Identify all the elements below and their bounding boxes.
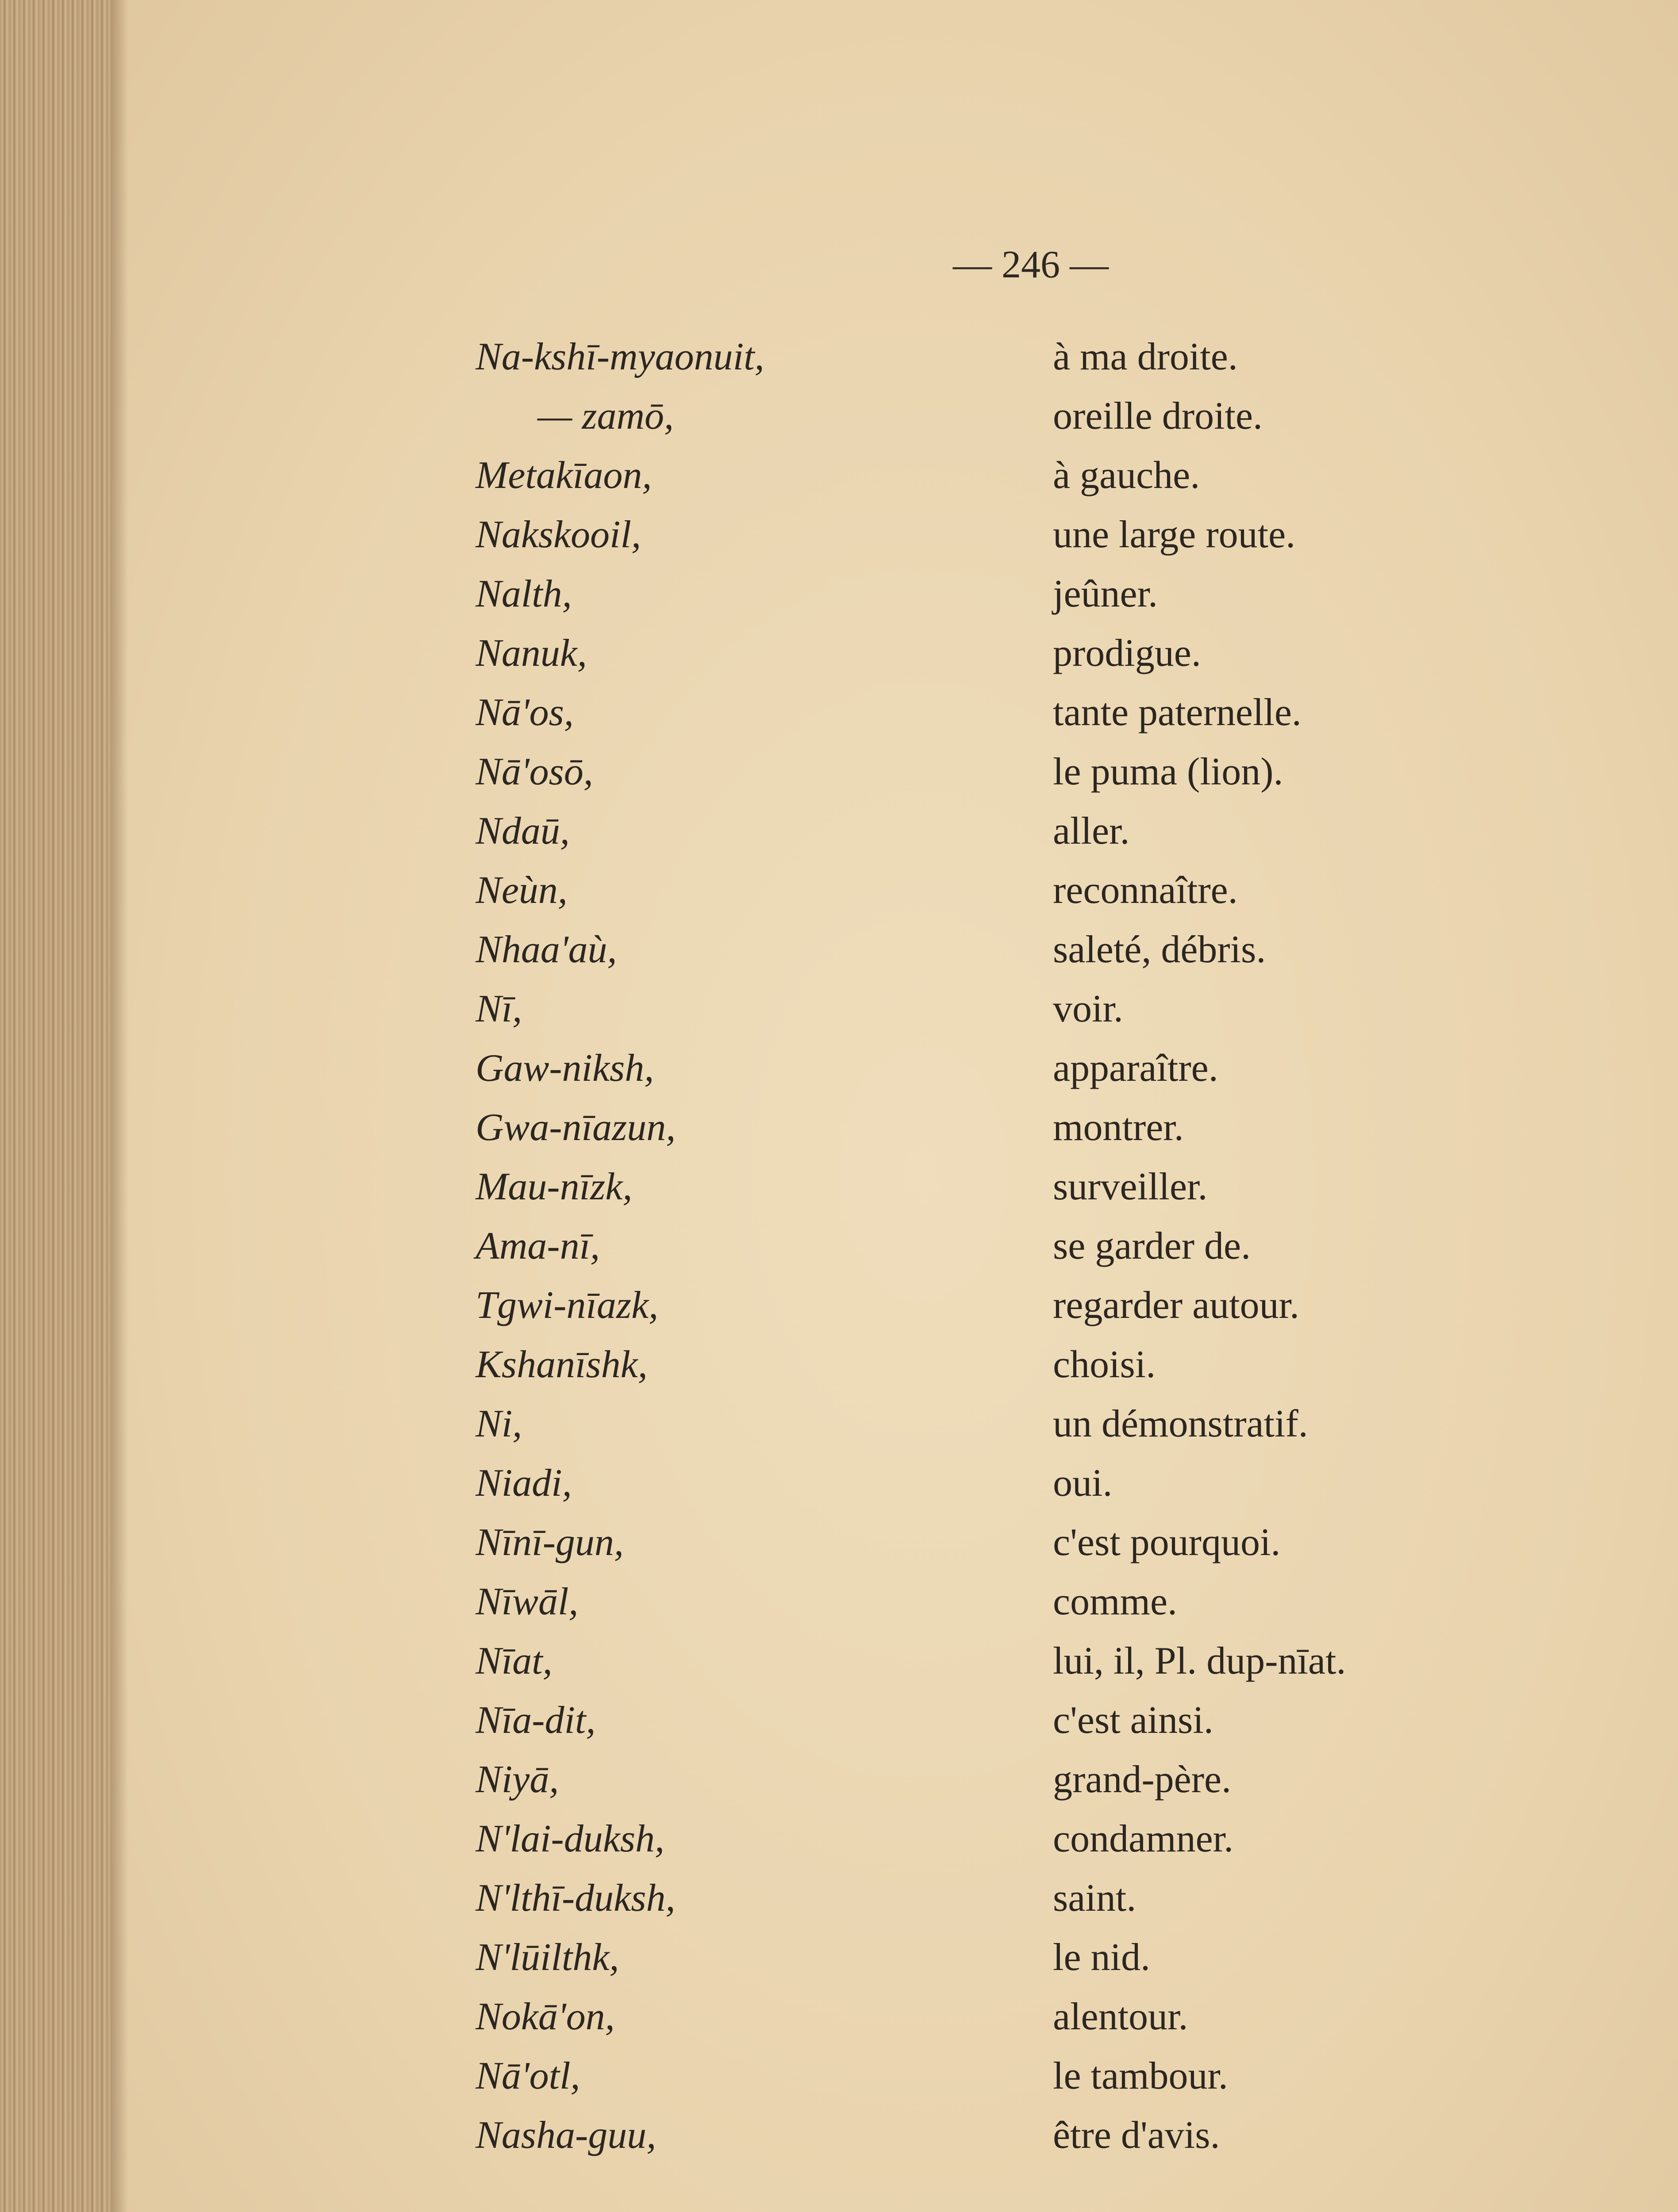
entry-term: Neùn,	[476, 869, 568, 912]
dictionary-entry	[476, 1046, 1449, 1105]
dictionary-entry	[476, 1520, 1449, 1579]
entry-term: Nhaa'aù,	[476, 928, 617, 971]
dictionary-entry	[476, 1224, 1449, 1283]
entry-gloss: condamner.	[1053, 1817, 1234, 1860]
entry-gloss: aller.	[1053, 810, 1130, 853]
entry-gloss: prodigue.	[1053, 632, 1201, 675]
dictionary-entry	[476, 749, 1449, 809]
entry-gloss: surveiller.	[1053, 1165, 1208, 1208]
dictionary-entry	[476, 1698, 1449, 1757]
entry-gloss: oreille droite.	[1053, 395, 1263, 438]
entry-gloss: apparaître.	[1053, 1047, 1218, 1090]
page-number: — 246 —	[953, 243, 1109, 286]
entry-gloss: un démonstratif.	[1053, 1402, 1308, 1445]
dictionary-entry	[476, 1461, 1449, 1520]
dictionary-entry	[476, 334, 1449, 394]
entry-term: Nakskooil,	[476, 513, 641, 556]
entry-gloss: voir.	[1053, 987, 1123, 1030]
dictionary-entry	[476, 394, 1449, 453]
entry-term: Nā'osō,	[476, 750, 593, 793]
page-edge	[0, 0, 111, 2212]
entry-term: N'lai-duksh,	[476, 1817, 665, 1860]
dictionary-entry	[476, 809, 1449, 868]
dictionary-entry	[476, 1639, 1449, 1698]
entry-term: Tgwi-nīazk,	[476, 1284, 659, 1327]
dictionary-entry	[476, 1994, 1449, 2054]
gutter-shadow	[111, 0, 128, 2212]
entry-term: Nanuk,	[476, 632, 587, 675]
dictionary-entry	[476, 1816, 1449, 1876]
dictionary-entry	[476, 2113, 1449, 2172]
entry-gloss: saint.	[1053, 1877, 1137, 1920]
entry-term: Ndaū,	[476, 810, 570, 853]
dictionary-entry	[476, 1935, 1449, 1994]
entry-term: Nasha-guu,	[476, 2114, 657, 2157]
dictionary-entry	[476, 1876, 1449, 1935]
entry-gloss: oui.	[1053, 1462, 1113, 1505]
entry-gloss: montrer.	[1053, 1106, 1184, 1149]
entry-gloss: alentour.	[1053, 1995, 1188, 2038]
entry-term: Niyā,	[476, 1758, 559, 1801]
entry-gloss: à gauche.	[1053, 454, 1200, 497]
entry-term: Nīat,	[476, 1640, 553, 1682]
dictionary-entry	[476, 1164, 1449, 1224]
entry-gloss: tante paternelle.	[1053, 691, 1302, 734]
dictionary-entry	[476, 1402, 1449, 1461]
entry-term: Gwa-nīazun,	[476, 1106, 676, 1149]
entry-term: Na-kshī-myaonuit,	[476, 335, 764, 378]
entry-term: N'lthī-duksh,	[476, 1877, 676, 1920]
entry-term: Nīwāl,	[476, 1580, 579, 1623]
dictionary-entry	[476, 927, 1449, 987]
dictionary-entry	[476, 1757, 1449, 1816]
entry-term: Niadi,	[476, 1462, 572, 1505]
dictionary-entry	[476, 631, 1449, 690]
dictionary-entries	[476, 334, 1449, 2172]
entry-gloss: saleté, débris.	[1053, 928, 1266, 971]
entry-term: Nī,	[476, 987, 522, 1030]
entry-term: Nā'os,	[476, 691, 574, 734]
entry-term: Nalth,	[476, 572, 572, 615]
entry-term: Nīa-dit,	[476, 1699, 596, 1742]
dictionary-entry	[476, 1105, 1449, 1164]
entry-gloss: une large route.	[1053, 513, 1296, 556]
entry-gloss: reconnaître.	[1053, 869, 1238, 912]
entry-gloss: à ma droite.	[1053, 335, 1238, 378]
dictionary-entry	[476, 1283, 1449, 1342]
dictionary-entry	[476, 1342, 1449, 1402]
dictionary-entry	[476, 987, 1449, 1046]
entry-term: Metakīaon,	[476, 454, 652, 497]
dictionary-entry	[476, 1579, 1449, 1639]
dictionary-entry	[476, 453, 1449, 512]
entry-gloss: le puma (lion).	[1053, 750, 1283, 793]
entry-gloss: grand-père.	[1053, 1758, 1232, 1801]
dictionary-entry	[476, 572, 1449, 631]
entry-term: N'lūilthk,	[476, 1936, 619, 1979]
entry-gloss: le tambour.	[1053, 2055, 1228, 2097]
dictionary-entry	[476, 512, 1449, 572]
entry-term: Kshanīshk,	[476, 1343, 648, 1386]
entry-term: Nīnī-gun,	[476, 1521, 624, 1564]
entry-gloss: c'est pourquoi.	[1053, 1521, 1281, 1564]
entry-gloss: choisi.	[1053, 1343, 1156, 1386]
dictionary-entry	[476, 690, 1449, 749]
entry-gloss: comme.	[1053, 1580, 1178, 1623]
entry-term: Nā'otl,	[476, 2055, 580, 2097]
dictionary-entry	[476, 2054, 1449, 2113]
entry-gloss: être d'avis.	[1053, 2114, 1220, 2157]
entry-term: Mau-nīzk,	[476, 1165, 633, 1208]
entry-gloss: jeûner.	[1053, 572, 1158, 615]
entry-gloss: lui, il, Pl. dup-nīat.	[1053, 1640, 1346, 1682]
dictionary-entry	[476, 868, 1449, 927]
entry-gloss: se garder de.	[1053, 1225, 1251, 1267]
entry-gloss: c'est ainsi.	[1053, 1699, 1213, 1742]
entry-gloss: regarder autour.	[1053, 1284, 1300, 1327]
entry-term: Ama-nī,	[476, 1225, 600, 1267]
entry-gloss: le nid.	[1053, 1936, 1150, 1979]
entry-term: Gaw-niksh,	[476, 1047, 654, 1090]
entry-term: — zamō,	[538, 395, 674, 438]
entry-term: Ni,	[476, 1402, 522, 1445]
entry-term: Nokā'on,	[476, 1995, 615, 2038]
